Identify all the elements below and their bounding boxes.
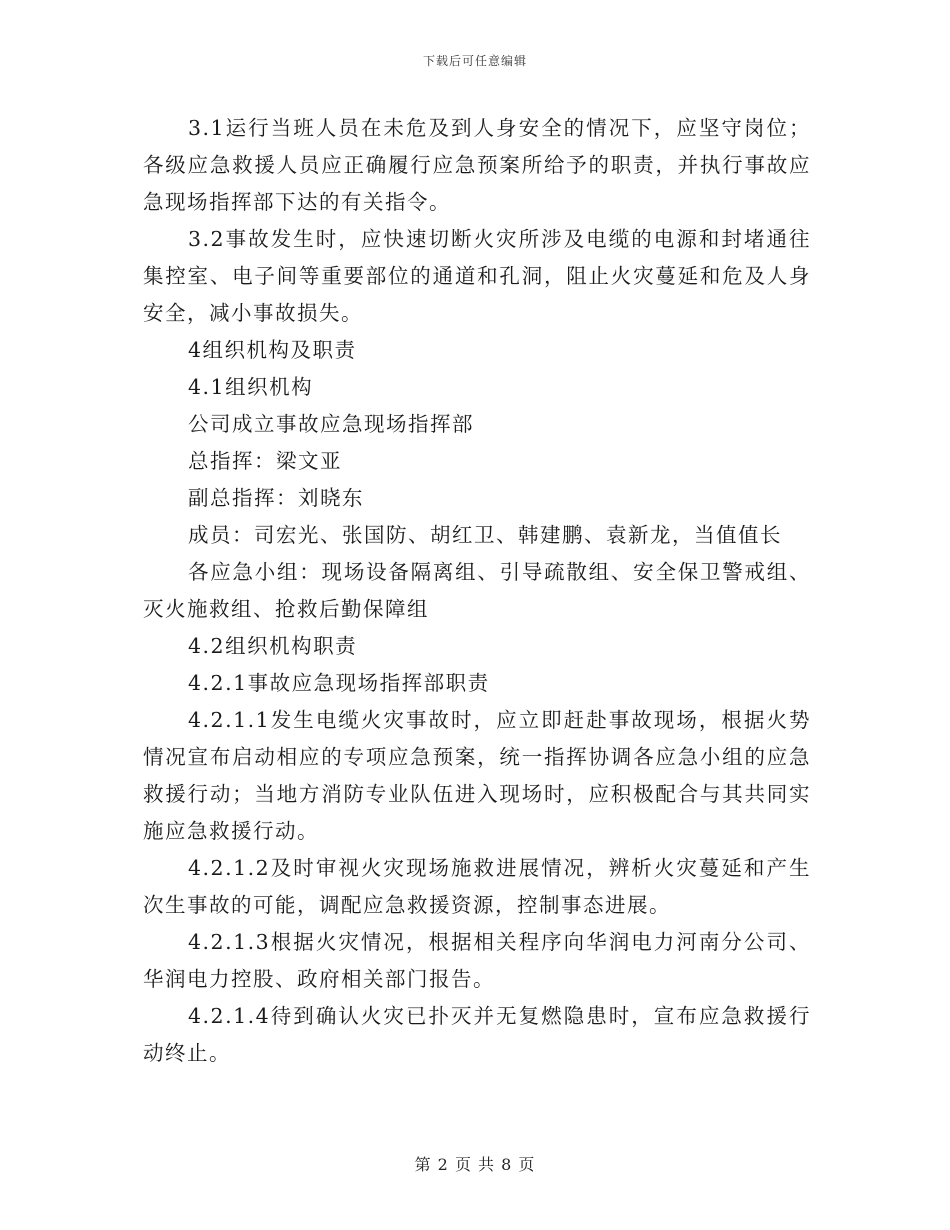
paragraph-emergency-groups: 各应急小组：现场设备隔离组、引导疏散组、安全保卫警戒组、灭火施救组、抢救后勤保障组 (143, 560, 811, 621)
paragraph-4-2-1-1: 4.2.1.1发生电缆火灾事故时，应立即赶赴事故现场，根据火势情况宣布启动相应的专项应急预案，统一指挥协调各应急小组的应急救援行动；当地方消防专业队伍进入现场时，应积极配合与其共同实施应急救援行动。 (143, 708, 811, 843)
page-number-footer: 第 2 页 共 8 页 (414, 1155, 536, 1174)
paragraph-3-1: 3.1运行当班人员在未危及到人身安全的情况下，应坚守岗位；各级应急救援人员应正确履行应急预案所给予的职责，并执行事故应急现场指挥部下达的有关指令。 (143, 116, 811, 214)
heading-4-1: 4.1组织机构 (188, 375, 314, 399)
heading-4-2: 4.2组织机构职责 (188, 634, 358, 658)
heading-4: 4组织机构及职责 (188, 338, 357, 362)
paragraph-4-2-1-2: 4.2.1.2及时审视火灾现场施救进展情况，辨析火灾蔓延和产生次生事故的可能，调配应急救援资源，控制事态进展。 (143, 856, 811, 917)
paragraph-4-2-1-4: 4.2.1.4待到确认火灾已扑灭并无复燃隐患时，宣布应急救援行动终止。 (143, 1004, 811, 1065)
heading-4-2-1: 4.2.1事故应急现场指挥部职责 (188, 671, 490, 695)
paragraph-members: 成员：司宏光、张国防、胡红卫、韩建鹏、袁新龙，当值值长 (188, 523, 782, 547)
paragraph-3-2: 3.2事故发生时，应快速切断火灾所涉及电缆的电源和封堵通往集控室、电子间等重要部位的通道和孔洞，阻止火灾蔓延和危及人身安全，减小事故损失。 (143, 227, 811, 325)
paragraph-4-2-1-3: 4.2.1.3根据火灾情况，根据相关程序向华润电力河南分公司、华润电力控股、政府相关部门报告。 (143, 930, 811, 991)
paragraph-deputy-commander: 副总指挥：刘晓东 (188, 486, 364, 510)
document-body (143, 110, 811, 1072)
paragraph-commander: 总指挥：梁文亚 (188, 449, 342, 473)
paragraph-command-post: 公司成立事故应急现场指挥部 (188, 412, 474, 436)
page-header-note: 下载后可任意编辑 (422, 54, 527, 68)
